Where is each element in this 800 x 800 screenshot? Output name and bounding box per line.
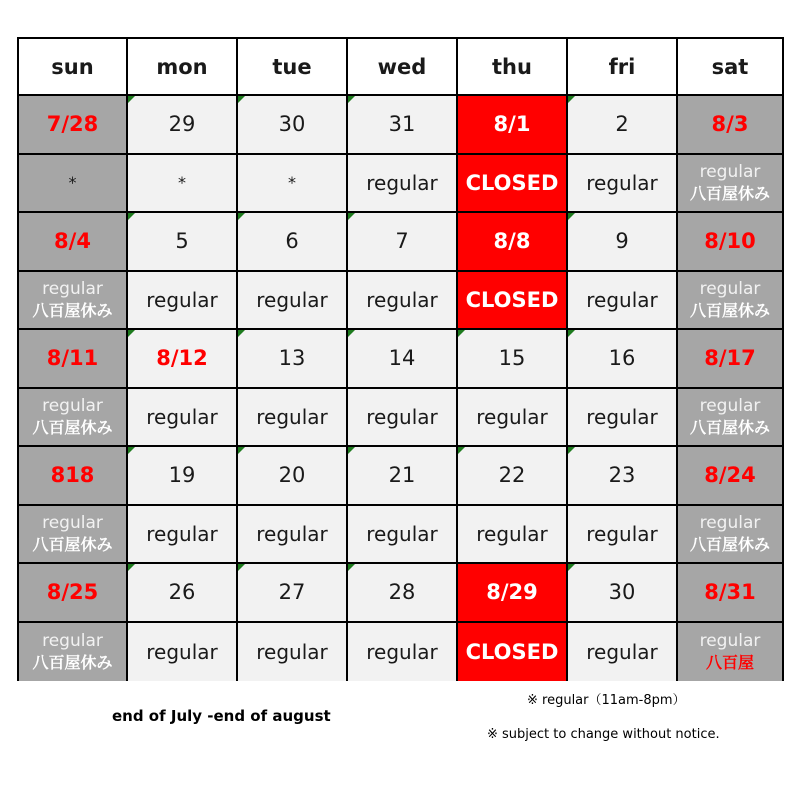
status-label: regular — [42, 395, 103, 416]
status-cell — [348, 272, 458, 331]
comment-marker-icon — [128, 330, 135, 337]
day-header-tue: tue — [238, 39, 348, 96]
comment-marker-icon — [568, 96, 575, 103]
date-label: 30 — [608, 580, 636, 605]
date-label: 9 — [615, 229, 629, 254]
status-cell — [128, 623, 238, 682]
status-cell — [568, 272, 678, 331]
date-cell — [458, 96, 568, 155]
date-cell — [238, 96, 348, 155]
status-label: regular — [42, 278, 103, 299]
status-label: regular — [586, 170, 658, 195]
closed-label: CLOSED — [465, 287, 559, 312]
date-label: 13 — [278, 346, 306, 371]
date-label: 8/31 — [704, 580, 756, 605]
date-cell — [238, 330, 348, 389]
status-cell — [238, 623, 348, 682]
comment-marker-icon — [128, 447, 135, 454]
status-label: regular — [586, 521, 658, 546]
status-cell — [128, 389, 238, 448]
date-cell — [458, 213, 568, 272]
status-cell — [128, 506, 238, 565]
date-cell — [348, 96, 458, 155]
status-cell — [19, 272, 128, 331]
comment-marker-icon — [238, 213, 245, 220]
status-cell — [568, 389, 678, 448]
date-cell — [128, 564, 238, 623]
status-label: regular — [146, 639, 218, 664]
date-label: 14 — [388, 346, 416, 371]
status-label: regular — [476, 521, 548, 546]
day-header-thu: thu — [458, 39, 568, 96]
date-label: 8/4 — [54, 229, 91, 254]
greengrocer-closed-label: 八百屋休み — [689, 300, 770, 320]
comment-marker-icon — [568, 330, 575, 337]
status-label: regular — [586, 639, 658, 664]
date-cell — [128, 330, 238, 389]
status-cell — [19, 155, 128, 214]
status-label: * — [178, 173, 186, 193]
status-cell — [238, 506, 348, 565]
comment-marker-icon — [348, 447, 355, 454]
date-cell — [568, 330, 678, 389]
greengrocer-label: 八百屋 — [705, 652, 754, 672]
status-cell — [458, 272, 568, 331]
date-label: 20 — [278, 463, 306, 488]
status-cell — [678, 623, 782, 682]
greengrocer-closed-label: 八百屋休み — [689, 417, 770, 437]
date-label: 8/11 — [46, 346, 99, 371]
date-cell — [678, 447, 782, 506]
comment-marker-icon — [238, 564, 245, 571]
date-label: 27 — [278, 580, 306, 605]
date-label: 5 — [175, 229, 189, 254]
status-label: regular — [256, 287, 328, 312]
date-cell — [678, 564, 782, 623]
comment-marker-icon — [458, 447, 465, 454]
date-label: 8/12 — [156, 346, 208, 371]
date-cell — [238, 564, 348, 623]
status-cell — [19, 506, 128, 565]
status-cell — [19, 623, 128, 682]
date-label: 22 — [498, 463, 526, 488]
status-label: regular — [476, 404, 548, 429]
status-cell — [238, 272, 348, 331]
comment-marker-icon — [568, 564, 575, 571]
comment-marker-icon — [238, 447, 245, 454]
comment-marker-icon — [458, 330, 465, 337]
status-cell — [238, 389, 348, 448]
status-label: regular — [586, 404, 658, 429]
status-label: regular — [366, 170, 438, 195]
greengrocer-closed-label: 八百屋休み — [32, 417, 113, 437]
status-cell — [678, 389, 782, 448]
status-label: regular — [146, 287, 218, 312]
day-header-sun: sun — [19, 39, 128, 96]
status-label: regular — [42, 630, 103, 651]
status-cell — [458, 623, 568, 682]
date-cell — [19, 447, 128, 506]
date-label: 818 — [50, 463, 95, 488]
date-cell — [348, 447, 458, 506]
status-label: regular — [366, 287, 438, 312]
day-header-sat: sat — [678, 39, 782, 96]
date-label: 6 — [285, 229, 299, 254]
date-cell — [19, 213, 128, 272]
status-label: regular — [699, 395, 761, 416]
day-header-wed: wed — [348, 39, 458, 96]
date-label: 28 — [388, 580, 416, 605]
comment-marker-icon — [568, 213, 575, 220]
date-cell — [458, 330, 568, 389]
comment-marker-icon — [348, 330, 355, 337]
greengrocer-closed-label: 八百屋休み — [32, 652, 113, 672]
comment-marker-icon — [568, 447, 575, 454]
day-header-mon: mon — [128, 39, 238, 96]
date-cell — [19, 96, 128, 155]
closed-label: CLOSED — [465, 639, 559, 664]
date-cell — [678, 96, 782, 155]
status-label: * — [68, 172, 77, 192]
date-cell — [678, 213, 782, 272]
status-label: regular — [146, 521, 218, 546]
date-label: 29 — [168, 112, 196, 137]
date-label: 23 — [608, 463, 636, 488]
status-cell — [128, 272, 238, 331]
date-cell — [128, 447, 238, 506]
date-label: 7 — [395, 229, 409, 254]
status-cell — [238, 155, 348, 214]
comment-marker-icon — [348, 564, 355, 571]
date-cell — [238, 213, 348, 272]
status-cell — [458, 155, 568, 214]
status-label: regular — [699, 630, 761, 651]
status-cell — [568, 623, 678, 682]
status-label: regular — [42, 512, 103, 533]
status-cell — [128, 155, 238, 214]
date-cell — [128, 213, 238, 272]
status-label: regular — [699, 161, 761, 182]
date-label: 2 — [615, 112, 629, 137]
date-cell — [128, 96, 238, 155]
closed-label: CLOSED — [465, 170, 559, 195]
status-cell — [678, 272, 782, 331]
date-cell — [568, 564, 678, 623]
status-cell — [348, 389, 458, 448]
date-label: 31 — [388, 112, 416, 137]
status-cell — [348, 623, 458, 682]
date-cell — [568, 96, 678, 155]
comment-marker-icon — [238, 330, 245, 337]
date-cell — [458, 447, 568, 506]
date-cell — [19, 564, 128, 623]
status-label: regular — [256, 404, 328, 429]
change-notice: ※ subject to change without notice. — [487, 727, 720, 742]
status-label: regular — [586, 287, 658, 312]
comment-marker-icon — [128, 96, 135, 103]
regular-hours-note: ※ regular（11am-8pm） — [527, 693, 686, 708]
comment-marker-icon — [128, 213, 135, 220]
status-label: regular — [366, 639, 438, 664]
date-label: 8/29 — [486, 580, 538, 605]
status-cell — [458, 506, 568, 565]
date-label: 21 — [388, 463, 416, 488]
status-label: regular — [699, 512, 761, 533]
status-label: regular — [366, 521, 438, 546]
status-cell — [678, 506, 782, 565]
comment-marker-icon — [348, 213, 355, 220]
date-cell — [568, 213, 678, 272]
comment-marker-icon — [238, 96, 245, 103]
status-label: * — [288, 173, 296, 193]
status-cell — [568, 506, 678, 565]
status-cell — [458, 389, 568, 448]
date-cell — [348, 564, 458, 623]
greengrocer-closed-label: 八百屋休み — [32, 534, 113, 554]
status-cell — [348, 155, 458, 214]
date-cell — [678, 330, 782, 389]
date-label: 26 — [168, 580, 196, 605]
status-cell — [568, 155, 678, 214]
status-label: regular — [146, 404, 218, 429]
greengrocer-closed-label: 八百屋休み — [689, 183, 770, 203]
date-cell — [19, 330, 128, 389]
date-label: 15 — [498, 346, 526, 371]
date-label: 8/8 — [493, 229, 531, 254]
greengrocer-closed-label: 八百屋休み — [32, 300, 113, 320]
comment-marker-icon — [348, 96, 355, 103]
date-cell — [348, 330, 458, 389]
date-label: 7/28 — [46, 112, 99, 137]
calendar-period-title: end of July -end of august — [112, 707, 331, 725]
calendar-grid — [17, 37, 784, 681]
date-label: 8/17 — [704, 346, 756, 371]
status-cell — [678, 155, 782, 214]
date-label: 19 — [168, 463, 196, 488]
status-label: regular — [256, 639, 328, 664]
date-cell — [348, 213, 458, 272]
comment-marker-icon — [128, 564, 135, 571]
date-cell — [458, 564, 568, 623]
date-label: 8/3 — [711, 112, 749, 137]
status-cell — [348, 506, 458, 565]
status-cell — [19, 389, 128, 448]
date-label: 8/1 — [493, 112, 531, 137]
status-label: regular — [366, 404, 438, 429]
date-cell — [568, 447, 678, 506]
day-header-fri: fri — [568, 39, 678, 96]
status-label: regular — [256, 521, 328, 546]
date-label: 8/10 — [704, 229, 756, 254]
greengrocer-closed-label: 八百屋休み — [689, 534, 770, 554]
status-label: regular — [699, 278, 761, 299]
date-label: 8/24 — [704, 463, 756, 488]
date-label: 8/25 — [46, 580, 99, 605]
date-label: 16 — [608, 346, 636, 371]
date-cell — [238, 447, 348, 506]
date-label: 30 — [278, 112, 306, 137]
